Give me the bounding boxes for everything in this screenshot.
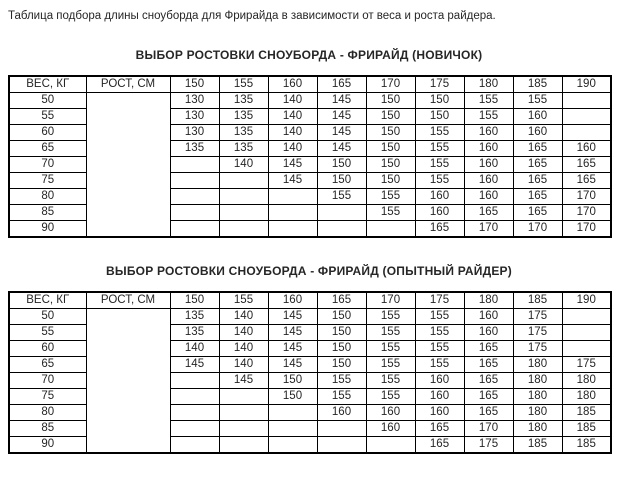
height-value-header: 170 [366, 292, 415, 309]
height-value-header: 165 [317, 76, 366, 93]
weight-cell: 90 [9, 437, 86, 454]
length-cell: 170 [562, 189, 611, 205]
length-cell: 135 [170, 309, 219, 325]
length-cell: 145 [317, 93, 366, 109]
length-cell [219, 173, 268, 189]
length-cell: 180 [513, 373, 562, 389]
height-value-header: 190 [562, 292, 611, 309]
weight-cell: 55 [9, 325, 86, 341]
length-cell: 180 [513, 405, 562, 421]
length-cell: 155 [317, 189, 366, 205]
beginner-size-table [8, 75, 612, 238]
weight-cell: 50 [9, 93, 86, 109]
length-cell: 130 [170, 109, 219, 125]
length-cell: 150 [317, 357, 366, 373]
length-cell: 150 [366, 109, 415, 125]
length-cell [317, 205, 366, 221]
length-cell: 180 [513, 357, 562, 373]
length-cell: 155 [415, 341, 464, 357]
weight-cell: 60 [9, 341, 86, 357]
length-cell [219, 189, 268, 205]
table-row [9, 93, 611, 109]
length-cell [170, 221, 219, 238]
length-cell: 160 [464, 125, 513, 141]
length-cell: 140 [268, 125, 317, 141]
length-cell: 165 [464, 373, 513, 389]
height-column-header: РОСТ, СМ [86, 76, 170, 93]
length-cell: 155 [464, 109, 513, 125]
height-value-header: 180 [464, 76, 513, 93]
length-cell: 165 [513, 157, 562, 173]
length-cell: 135 [219, 109, 268, 125]
length-cell [170, 157, 219, 173]
height-value-header: 160 [268, 292, 317, 309]
weight-cell: 60 [9, 125, 86, 141]
length-cell: 155 [513, 93, 562, 109]
beginner-table-section [8, 48, 610, 238]
length-cell [562, 125, 611, 141]
length-cell: 170 [464, 421, 513, 437]
length-cell: 165 [415, 437, 464, 454]
length-cell [268, 189, 317, 205]
length-cell: 185 [562, 421, 611, 437]
length-cell: 155 [366, 341, 415, 357]
length-cell [170, 205, 219, 221]
page [0, 9, 620, 454]
length-cell: 140 [219, 341, 268, 357]
height-value-header: 175 [415, 292, 464, 309]
length-cell: 165 [562, 173, 611, 189]
length-cell: 140 [219, 357, 268, 373]
length-cell: 160 [464, 141, 513, 157]
length-cell [170, 437, 219, 454]
length-cell: 155 [415, 125, 464, 141]
length-cell [562, 109, 611, 125]
length-cell: 165 [513, 173, 562, 189]
length-cell: 150 [366, 125, 415, 141]
length-cell [366, 221, 415, 238]
length-cell: 175 [562, 357, 611, 373]
weight-cell: 75 [9, 389, 86, 405]
experienced-size-table [8, 291, 612, 454]
height-value-header: 175 [415, 76, 464, 93]
height-column-header: РОСТ, СМ [86, 292, 170, 309]
length-cell [170, 389, 219, 405]
length-cell: 160 [464, 189, 513, 205]
length-cell [317, 437, 366, 454]
length-cell [219, 437, 268, 454]
length-cell: 145 [268, 173, 317, 189]
length-cell: 135 [219, 141, 268, 157]
length-cell: 160 [513, 109, 562, 125]
length-cell: 175 [464, 437, 513, 454]
experienced-table-section [8, 264, 610, 454]
length-cell: 155 [317, 389, 366, 405]
length-cell: 155 [317, 373, 366, 389]
length-cell: 160 [366, 405, 415, 421]
length-cell: 160 [415, 389, 464, 405]
length-cell: 180 [513, 389, 562, 405]
weight-cell: 85 [9, 205, 86, 221]
weight-cell: 90 [9, 221, 86, 238]
height-merged-cell [86, 309, 170, 454]
height-value-header: 170 [366, 76, 415, 93]
header-row [9, 292, 611, 309]
length-cell: 150 [366, 173, 415, 189]
length-cell [219, 389, 268, 405]
length-cell: 140 [170, 341, 219, 357]
length-cell [219, 421, 268, 437]
weight-cell: 65 [9, 357, 86, 373]
length-cell: 145 [317, 141, 366, 157]
length-cell: 165 [513, 189, 562, 205]
length-cell: 130 [170, 125, 219, 141]
length-cell: 155 [415, 309, 464, 325]
length-cell: 160 [366, 421, 415, 437]
length-cell: 145 [268, 357, 317, 373]
height-value-header: 155 [219, 292, 268, 309]
length-cell [170, 373, 219, 389]
length-cell: 155 [366, 325, 415, 341]
weight-cell: 80 [9, 405, 86, 421]
length-cell: 165 [513, 205, 562, 221]
length-cell: 140 [219, 325, 268, 341]
weight-cell: 65 [9, 141, 86, 157]
length-cell: 155 [415, 173, 464, 189]
length-cell [562, 325, 611, 341]
weight-cell: 80 [9, 189, 86, 205]
length-cell: 150 [317, 173, 366, 189]
weight-cell: 55 [9, 109, 86, 125]
length-cell: 145 [268, 309, 317, 325]
length-cell: 170 [562, 221, 611, 238]
length-cell: 145 [317, 109, 366, 125]
length-cell: 160 [317, 405, 366, 421]
length-cell: 165 [415, 221, 464, 238]
length-cell: 155 [415, 357, 464, 373]
height-value-header: 160 [268, 76, 317, 93]
length-cell: 150 [268, 389, 317, 405]
length-cell: 135 [170, 141, 219, 157]
length-cell: 160 [464, 173, 513, 189]
length-cell: 140 [219, 309, 268, 325]
length-cell: 175 [513, 309, 562, 325]
length-cell: 150 [317, 157, 366, 173]
length-cell [268, 437, 317, 454]
length-cell [219, 405, 268, 421]
length-cell [366, 437, 415, 454]
length-cell: 135 [219, 93, 268, 109]
length-cell: 180 [562, 389, 611, 405]
length-cell: 140 [268, 93, 317, 109]
length-cell [317, 221, 366, 238]
length-cell: 155 [366, 389, 415, 405]
length-cell: 155 [366, 357, 415, 373]
length-cell: 135 [170, 325, 219, 341]
length-cell: 170 [562, 205, 611, 221]
height-value-header: 165 [317, 292, 366, 309]
height-merged-cell [86, 93, 170, 238]
length-cell: 185 [513, 437, 562, 454]
length-cell: 165 [464, 405, 513, 421]
length-cell [317, 421, 366, 437]
weight-cell: 70 [9, 157, 86, 173]
length-cell: 160 [415, 405, 464, 421]
weight-cell: 85 [9, 421, 86, 437]
height-value-header: 150 [170, 76, 219, 93]
table-row [9, 309, 611, 325]
length-cell: 155 [366, 189, 415, 205]
length-cell: 160 [415, 205, 464, 221]
length-cell [219, 205, 268, 221]
length-cell: 170 [464, 221, 513, 238]
height-value-header: 185 [513, 76, 562, 93]
weight-column-header: ВЕС, КГ [9, 292, 86, 309]
length-cell: 150 [415, 93, 464, 109]
length-cell: 150 [317, 341, 366, 357]
length-cell: 140 [219, 157, 268, 173]
length-cell: 185 [562, 437, 611, 454]
length-cell: 145 [268, 157, 317, 173]
length-cell: 155 [415, 325, 464, 341]
length-cell [170, 173, 219, 189]
length-cell [268, 405, 317, 421]
length-cell: 145 [317, 125, 366, 141]
length-cell: 155 [415, 157, 464, 173]
length-cell: 165 [513, 141, 562, 157]
height-value-header: 190 [562, 76, 611, 93]
length-cell [170, 405, 219, 421]
length-cell: 165 [464, 341, 513, 357]
length-cell: 165 [415, 421, 464, 437]
length-cell: 185 [562, 405, 611, 421]
length-cell: 165 [464, 357, 513, 373]
weight-cell: 50 [9, 309, 86, 325]
length-cell [562, 341, 611, 357]
length-cell: 165 [464, 205, 513, 221]
length-cell: 150 [366, 93, 415, 109]
length-cell: 180 [562, 373, 611, 389]
beginner-table-title: ВЫБОР РОСТОВКИ СНОУБОРДА - ФРИРАЙД (НОВИЧОК) [135, 48, 483, 62]
length-cell: 145 [268, 325, 317, 341]
length-cell: 160 [562, 141, 611, 157]
weight-column-header: ВЕС, КГ [9, 76, 86, 93]
length-cell [170, 421, 219, 437]
length-cell [562, 93, 611, 109]
length-cell: 170 [513, 221, 562, 238]
intro-text: Таблица подбора длины сноуборда для Фрирайда в зависимости от веса и роста райдера. [8, 10, 496, 22]
length-cell: 165 [562, 157, 611, 173]
length-cell: 155 [366, 309, 415, 325]
length-cell: 155 [366, 205, 415, 221]
length-cell: 140 [268, 141, 317, 157]
length-cell: 140 [268, 109, 317, 125]
length-cell: 155 [464, 93, 513, 109]
length-cell: 145 [170, 357, 219, 373]
length-cell: 135 [219, 125, 268, 141]
length-cell: 160 [415, 189, 464, 205]
weight-cell: 75 [9, 173, 86, 189]
length-cell: 145 [219, 373, 268, 389]
length-cell: 150 [366, 141, 415, 157]
length-cell: 145 [268, 341, 317, 357]
height-value-header: 150 [170, 292, 219, 309]
length-cell [268, 205, 317, 221]
length-cell [170, 189, 219, 205]
length-cell: 160 [464, 157, 513, 173]
height-value-header: 180 [464, 292, 513, 309]
height-value-header: 155 [219, 76, 268, 93]
length-cell [268, 221, 317, 238]
length-cell: 150 [366, 157, 415, 173]
length-cell: 160 [464, 325, 513, 341]
length-cell [268, 421, 317, 437]
length-cell: 160 [464, 309, 513, 325]
length-cell: 150 [317, 309, 366, 325]
height-value-header: 185 [513, 292, 562, 309]
length-cell: 130 [170, 93, 219, 109]
length-cell: 150 [317, 325, 366, 341]
length-cell [562, 309, 611, 325]
length-cell: 175 [513, 341, 562, 357]
length-cell: 175 [513, 325, 562, 341]
length-cell: 180 [513, 421, 562, 437]
length-cell: 155 [366, 373, 415, 389]
length-cell: 160 [415, 373, 464, 389]
length-cell [219, 221, 268, 238]
length-cell: 150 [268, 373, 317, 389]
length-cell: 160 [513, 125, 562, 141]
length-cell: 150 [415, 109, 464, 125]
experienced-table-title: ВЫБОР РОСТОВКИ СНОУБОРДА - ФРИРАЙД (ОПЫТНЫЙ РАЙДЕР) [106, 264, 512, 278]
header-row [9, 76, 611, 93]
length-cell: 165 [464, 389, 513, 405]
weight-cell: 70 [9, 373, 86, 389]
length-cell: 155 [415, 141, 464, 157]
